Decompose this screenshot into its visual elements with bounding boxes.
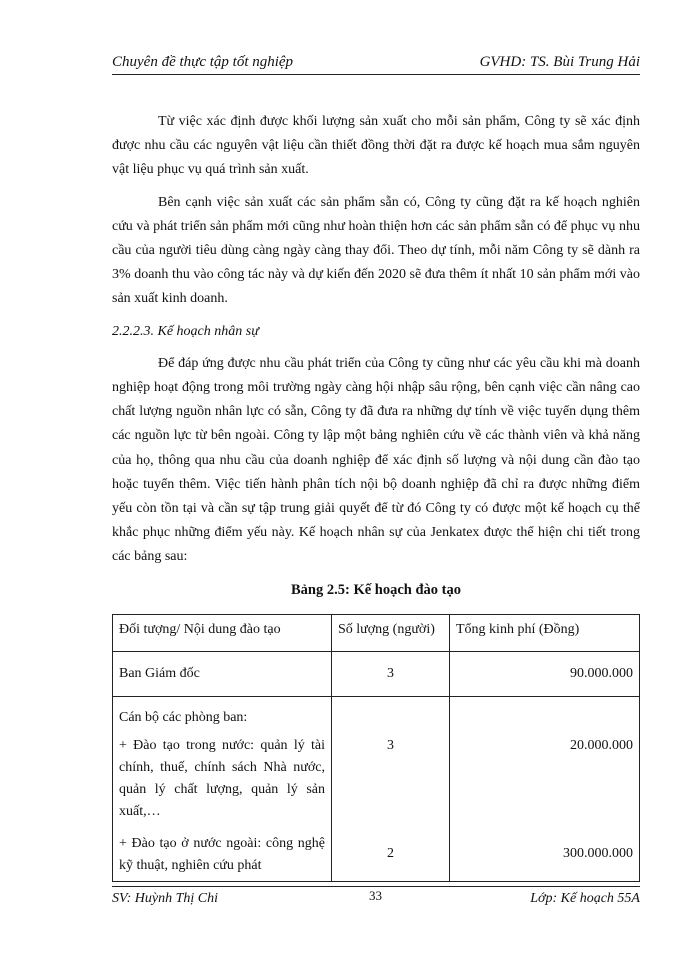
footer-student: SV: Huỳnh Thị Chi <box>112 891 219 906</box>
paragraph-hr-plan: Để đáp ứng được nhu cầu phát triển của Công ty cũng như các yêu cầu khi mà doanh nghiệp hoạt động trong môi trường ngày càng hội nhập sâu rộng, bên cạnh việc cần nâng cao chất lượng nguồn nhân lực có sẵn, Công ty đã đưa ra những dự tính về việc tuyển dụng thêm các nguồn lực từ bên ngoài. Công ty lập một bảng nghiên cứu về các thành viên và khả năng của họ, thông qua nhu cầu của doanh nghiệp để xác định số lượng và nội dung cần đào tạo hoặc tuyển thêm. Việc tiến hành phân tích nội bộ doanh nghiệp đã chỉ ra được những điểm yếu còn tồn tại và cần sự tập trung giải quyết để từ đó Công ty có được một kế hoạch cụ thể khắc phục những điểm yếu này. Kế hoạch nhân sự của Jenkatex được thể hiện chi tiết trong các bảng sau: <box>112 355 640 565</box>
cell-cost: 90.000.000 <box>450 651 640 696</box>
header-document-title: Chuyên đề thực tập tốt nghiệp <box>112 54 294 70</box>
foreign-training: + Đào tạo ở nước ngoài: công nghệ kỹ thuật, nghiên cứu phát <box>119 835 325 873</box>
table-caption: Bảng 2.5: Kế hoạch đào tạo <box>291 581 461 598</box>
page-number: 33 <box>369 888 382 903</box>
header-subject: Đối tượng/ Nội dung đào tạo <box>113 614 332 651</box>
page-body <box>112 110 640 882</box>
cell-subject-group <box>113 696 332 881</box>
section-heading: 2.2.2.3. Kế hoạch nhân sự <box>112 323 259 339</box>
footer-class: Lớp: Kế hoạch 55A <box>530 891 640 906</box>
cell-cost-group <box>450 696 640 881</box>
cell-subject: Ban Giám đốc <box>113 651 332 696</box>
domestic-training: + Đào tạo trong nước: quản lý tài chính, thuế, chính sách Nhà nước, quản lý chất lượng, quản lý sản xuất,… <box>119 737 325 819</box>
page-footer <box>112 886 640 911</box>
domestic-cost: 20.000.000 <box>570 737 633 753</box>
cell-count: 3 <box>332 651 450 696</box>
paragraph-materials-plan: Từ việc xác định được khối lượng sản xuất cho mỗi sản phẩm, Công ty sẽ xác định được nhu cầu các nguyên vật liệu cần thiết đồng thời đặt ra được kế hoạch mua sắm nguyên vật liệu phục vụ quá trình sản xuất. <box>112 114 640 178</box>
foreign-count: 2 <box>387 845 394 861</box>
table-row <box>113 696 640 881</box>
foreign-cost: 300.000.000 <box>563 845 633 861</box>
paragraph-product-development: Bên cạnh việc sản xuất các sản phẩm sẵn có, Công ty cũng đặt ra kế hoạch nghiên cứu và phát triển sản phẩm mới cũng như hoàn thiện hơn các sản phẩm sẵn có để phục vụ nhu cầu của người tiêu dùng càng ngày càng thay đổi. Theo dự tính, mỗi năm Công ty sẽ dành ra 3% doanh thu vào công tác này và dự kiến đến 2020 sẽ đưa thêm ít nhất 10 sản phẩm mới vào sản xuất kinh doanh. <box>112 194 640 307</box>
header-count: Số lượng (người) <box>332 614 450 651</box>
header-cost: Tổng kinh phí (Đồng) <box>450 614 640 651</box>
domestic-count: 3 <box>387 737 394 753</box>
training-plan-table <box>112 614 640 882</box>
page-header <box>112 50 640 75</box>
group-label: Cán bộ các phòng ban: <box>119 709 248 725</box>
table-header-row <box>113 614 640 651</box>
cell-count-group <box>332 696 450 881</box>
table-row <box>113 651 640 696</box>
header-supervisor: GVHD: TS. Bùi Trung Hải <box>479 54 640 70</box>
